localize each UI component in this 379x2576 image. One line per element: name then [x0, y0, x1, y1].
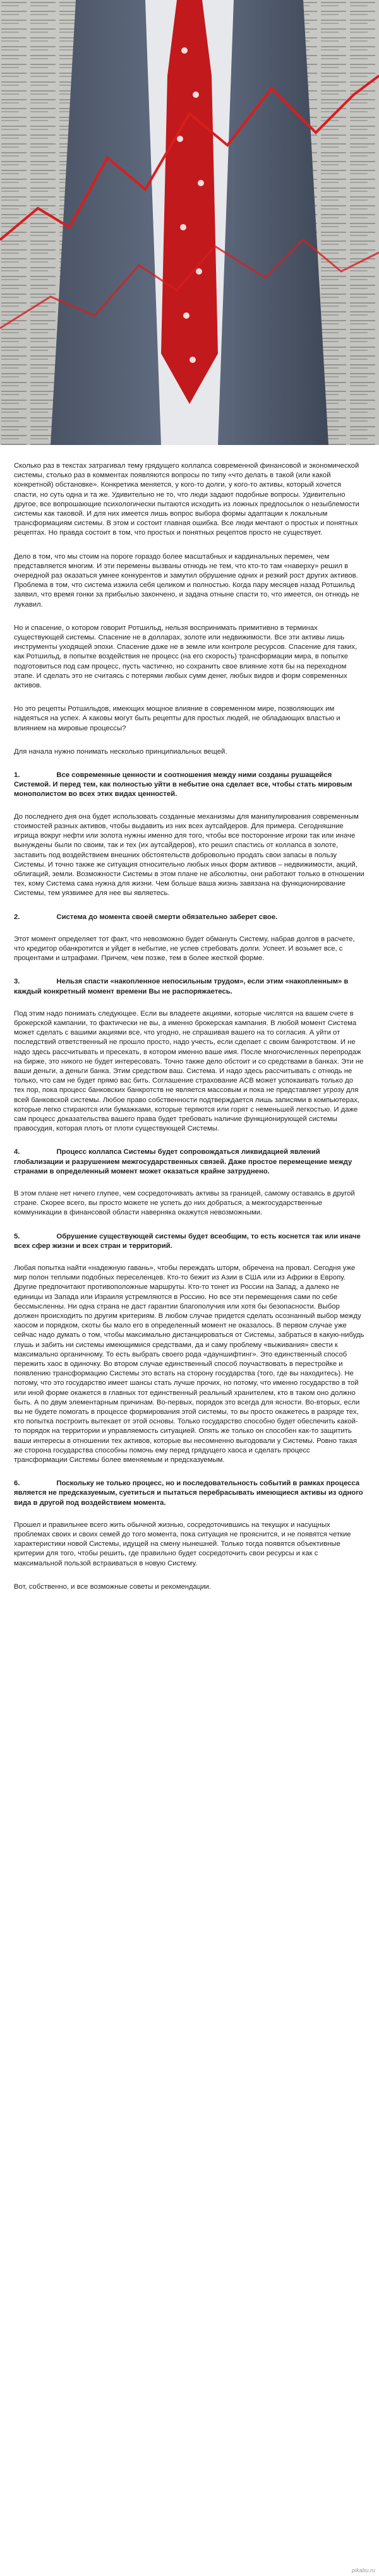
intro-paragraph: Дело в том, что мы стоим на пороге гораздо более масштабных и кардинальных перемен, чем представляется многим. И эти перемены вызваны отнюдь не тем, что кто-то там «наверху» решил в очередной раз оказаться умнее конкурентов и замутил обрушение одних и резкий рост других активов. Проблема в том, что система изжила себя целиком и полностью. Когда пару месяцев назад Ротшильд заявил, что время гонки за прибылью закончено, и задача отныне спасти то, что имеется, он отнюдь не лукавил.: [14, 552, 359, 608]
section-heading: [14, 771, 365, 800]
section-number: 4.: [14, 1148, 20, 1156]
outro-paragraph: Вот, собственно, и все возможные советы и рекомендации.: [14, 1582, 212, 1591]
intro-paragraph: Но это рецепты Ротшильдов, имеющих мощное влияние в современном мире, позволяющих им надеяться на успех. А каковы могут быть рецепты для простых людей, не обладающих властью и влиянием на мировые процессы?: [14, 705, 340, 732]
section-heading: [14, 1232, 365, 1251]
section-title: Все современные ценности и соотношения между ними созданы рушащейся Системой. И перед тем, как полностью уйти в небытие она сделает все, чтобы стать мировым монополистом во всех этих видах ценностей.: [14, 771, 352, 798]
section-paragraph: Этот момент определяет тот факт, что невозможно будет обмануть Систему, набрав долгов в расчете, что кредитор обанкротится и уйдет в небытие, не успев стребовать долги. Успеет. И возьмет все, с процентами и штрафами. Причем, чем позже, тем в более жесткой форме.: [14, 935, 355, 963]
section-title: Поскольку не только процесс, но и последовательность событий в рамках процесса является не предсказуемым, суетиться и пытаться перебрасывать имеющиеся активы из одного вида в другой под воздействием момента.: [14, 1480, 363, 1507]
section-paragraph: В этом плане нет ничего глупее, чем сосредоточивать активы за границей, самому оставаясь в другой стране. Скорее всего, вы просто можете не успеть до них добраться, а межгосударственные коммуникации в финансовой области наверняка окажутся невозможными.: [14, 1189, 355, 1217]
hero-image: [0, 0, 379, 445]
section-title: Нельзя спасти «накопленное непосильным трудом», если этим «накопленным» в каждый конкретный момент времени Вы не распоряжаетесь.: [14, 978, 349, 995]
site-watermark: pikabu.ru: [351, 2567, 375, 2573]
section-heading: [14, 977, 365, 996]
section-title: Обрушение существующей системы будет всеобщим, то есть коснется так или иначе всех сфер жизни и всех стран и территорий.: [14, 1232, 361, 1250]
section-heading: [14, 913, 365, 922]
intro-paragraph: Сколько раз в текстах затрагивал тему грядущего коллапса современной финансовой и экономической системы, столько раз в комментах появляются вопросы по типу «что делать в такой (или какой конкретной) обстановке». Конкретика меняется, у кого-то долги, у кого-то активы, который хочется спасти, но суть одна и та же. Удивительно не то, что люди задают подобные вопросы. Удивительно другое, все вопрошающие психологически пытаются исходить из ложных предпосылок о незыблемости системы как таковой. И для них имеется лишь вопрос выбора формы адаптации к локальным трансформациям системы. В этом и состоит главная ошибка. Все люди мечтают о простых и понятных рецептах. Но правда состоит в том, что простых и понятных рецептов просто не существует.: [14, 462, 359, 537]
section-number: 6.: [14, 1480, 20, 1488]
section-paragraph: Под этим надо понимать следующее. Если вы владеете акциями, которые числятся на вашем счете в брокерской кампании, то фактически не вы, а именно брокерская кампания. В любой момент Система может сделать с вашими акциями все, что угодно, не спрашивая вашего на то согласия. А уйти от последствий ответственный не прошло просто, надо учесть, если сделает с своим банкротством. И не надо здесь рассчитывать и пресекать, в котором именно ваше имя. После многочисленных перепродаж на бирже, это никого не будет интересовать. Точно также дело обстоит и со средствами в банках. Эти не ваши деньги, а деньги банка. Этим средством ваш. Система. И надо здесь рассчитывать с отнюдь не только, что сам не будет прямо вас бить. Соглашение страхование АСВ может успокаивать только до тех пор, пока процесс банковских банкротств не является массовым и пока не представляет угрозу для всей банковской системы. Любое право собственности подтверждается лишь записями в компьютерах, которые легко стираются или бумажками, которые теряются или горят с неменьшей легкостью. И даже сам процесс доказательства вашего права будет требовать наличие функционирующей системы правосудия, которая плоть от плоти существующей Системы.: [14, 1009, 364, 1133]
section-heading: [14, 1148, 365, 1177]
section-title: Процесс коллапса Системы будет сопровождаться ликвидацией явлений глобализации и разрушением межгосударственных связей. Даже простое перемещение между странами в определенный момент может оказаться крайне затруднено.: [14, 1148, 352, 1175]
article-body: [0, 445, 379, 2576]
section-title: Система до момента своей смерти обязательно заберет свое.: [56, 913, 278, 921]
section-paragraph: До последнего дня она будет использовать созданные механизмы для манипулирования современным стоимостей разных активов, чтобы выдавить из них всех аутсайдеров. Для примера. Сегодняшние игрища вокруг нефти или золота нужны именно для того, чтобы все посторонние игроки так или иначе вынуждены были по своим, так и тех (их аутсайдеров), кто решил спастись от коллапса в золоте, заставить под воздействием внешних обстоятельств добровольно продать свои запасы в пользу Системы. И точно также же ситуация относительно любых иных форм активов – недвижимости, акций, облигаций, земли. Возможности Системы в этом плане не абсолютны, они работают только в отношении тех, кому Система сама нужна для жизни. Чем больше ваша жизнь завязана на функционирование Системы, тем уязвимее для нее вы являетесь.: [14, 812, 364, 898]
section-paragraph: Прошел и правильнее всего жить обычной жизнью, сосредоточившись на текущих и насущных проблемах своих и своих семей до того момента, пока ситуация не прояснится, и не появятся четкие характеристики новой Системы, идущей на смену нынешней. Только тогда появятся объективные критерии для того, чтобы решить, где правильно будет сосредоточить свои ресурсы и как с максимальной пользой встраиваться в новую Систему.: [14, 1521, 351, 1567]
intro-paragraph: Но и спасение, о котором говорит Ротшильд, нельзя воспринимать примитивно в терминах существующей системы. Спасение не в долларах, золоте или недвижимости. Все эти активы лишь инструменты уходящей эпохи. Спасение даже не в земле или контроле ресурсов. Спасение для таких, как Ротшильд, в попытке воздействия не процесс (на его скорость) трансформации мира, в попытке подготовиться под сам процесс, пусть частично, но сохранить свое влияние хотя бы на переходном этапе. И сделать это не считаясь с потерями любых сумм денег, любых видов и форм современных активов.: [14, 624, 358, 690]
section-heading: [14, 1479, 365, 1508]
section-number: 5.: [14, 1232, 20, 1240]
businessman-illustration: [0, 0, 379, 445]
intro-paragraph: Для начала нужно понимать несколько принципиальных вещей.: [14, 747, 227, 756]
section-number: 1.: [14, 771, 20, 780]
section-paragraph: Любая попытка найти «надежную гавань», чтобы переждать шторм, обречена на провал. Сегодня уже мир полон теплыми подобных переселенцев. Кто-то бежит из Азии в США или из Африки в Европу. Другие предпочитают противоположные маршруты. Кто-то тонет из России на Запад, а далеко не единицы из Запада или Израиля устремляются в Россию. Но все эти перемещения сами по себе бессмысленны. Ни одна страна не даст гарантии благополучия или хотя бы безопасности. Выбор должен происходить по другим критериям. В любом случае придется сделать осознанный выбор между хаосом и порядком, скоты бы мало его в определенный момент не оказалось. В первом случае уже сейчас надо думать о том, чтобы максимально дистанцироваться от Системы, забраться в какую-нибудь глушь и забить ни системы имеющимися средствами, да и саму проблему «выживания» свести к максимально органичному. То есть выбрать своего рода «дауншифтинг». Это единственный способ пережить хаос в одиночку. Во втором случае единственный способ поучаствовать в перестройке и появлению трансформацию Системы это встать на сторону государства (того, где вы находитесь). Не потому, что это государство имеет шансы стать лучше прочих, но потому, что именно государство в той или иной форме окажется в главных тот единственный реальный хранителем, кто в таком оно должно быть. А по двум элементарным причинам. Во-первых, порядок это всегда для ясности. Во-вторых, если вы не будете помогать в процессе формирования этой системы, то вы просто окажетесь в разряде тех, кто попытка построить вытекает от этой основы. Только государство способно будет обеспечить какой-то порядок на территории и управляемость ситуацией. Опять же только он способен как-то защитить ваши интересы в отношении тех активов, которые вы несомненно выгодовали у Системы. Ровно такая же сторона государства способны помочь ему перед грядущего хаоса и сделать процесс трансформации Системы более вменяемым и предсказуемым.: [14, 1264, 364, 1464]
section-number: 2.: [14, 913, 20, 921]
section-number: 3.: [14, 978, 20, 986]
